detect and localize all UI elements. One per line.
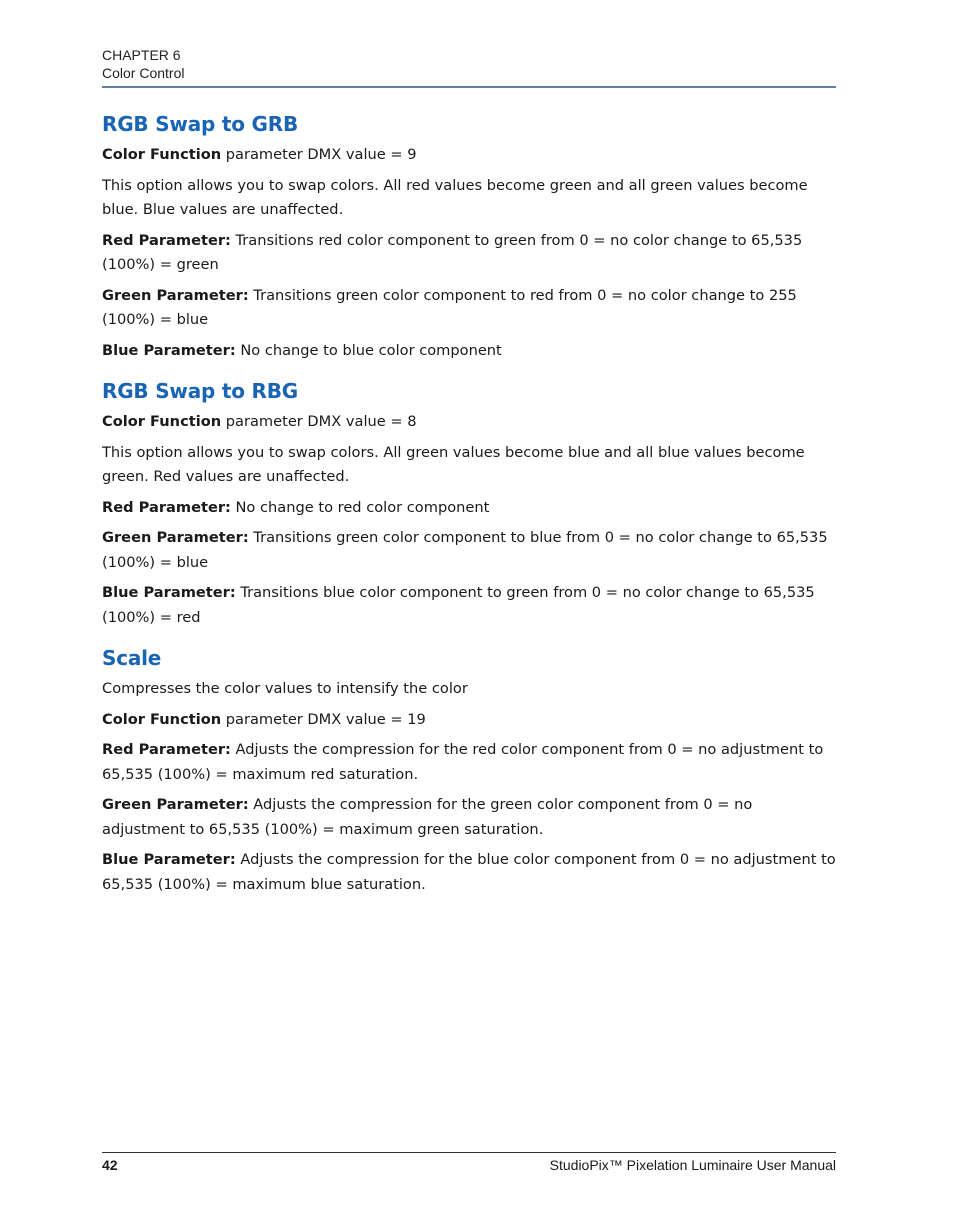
body-text: This option allows you to swap colors. All red values become green and all green values become blue. Blue values are unaffected. [102,176,808,218]
paragraph-green-parameter [102,284,837,333]
term-text: Adjusts the compression for the blue color component from 0 = no adjustment to 65,535 (100%) = maximum blue saturation. [102,851,836,893]
page-number: 42 [102,1157,118,1173]
term-text: Transitions blue color component to green from 0 = no color change to 65,535 (100%) = red [102,584,815,626]
body-text: Compresses the color values to intensify the color [102,680,468,697]
paragraph-description [102,174,837,223]
running-footer [102,1152,836,1173]
paragraph-description [102,677,837,702]
header-divider [102,86,836,88]
chapter-number: CHAPTER 6 [102,47,181,63]
term-label: Blue Parameter: [102,584,236,601]
paragraph-red-parameter [102,229,837,278]
term-text: Transitions green color component to red from 0 = no color change to 255 (100%) = blue [102,286,797,328]
running-header [102,46,836,82]
term-label: Red Parameter: [102,741,231,758]
term-label: Color Function [102,413,222,430]
paragraph-red-parameter [102,738,837,787]
term-label: Green Parameter: [102,286,249,304]
term-label: Red Parameter: [102,231,231,249]
term-text: No change to red color component [230,498,490,516]
paragraph-color-function [102,410,837,435]
term-text: Transitions red color component to green from 0 = no color change to 65,535 (100%) = green [102,231,803,273]
section-scale [102,644,837,897]
term-label: Green Parameter: [102,796,249,813]
term-label: Red Parameter: [102,498,231,516]
term-label: Green Parameter: [102,529,249,546]
paragraph-blue-parameter [102,581,837,630]
paragraph-green-parameter [102,793,837,842]
term-label: Blue Parameter: [102,851,236,868]
term-label: Color Function [102,146,222,163]
term-label: Color Function [102,710,222,728]
term-text: Adjusts the compression for the red color component from 0 = no adjustment to 65,535 (100%) = maximum red saturation. [102,741,824,783]
paragraph-green-parameter [102,526,837,575]
section-heading: RGB Swap to RBG [102,379,299,403]
term-text: parameter DMX value = 9 [221,146,417,163]
term-text: parameter DMX value = 19 [221,710,426,728]
section-heading: RGB Swap to GRB [102,112,299,136]
term-text: No change to blue color component [235,341,502,359]
paragraph-blue-parameter [102,848,837,897]
chapter-title: Color Control [102,65,185,81]
manual-title: StudioPix™ Pixelation Luminaire User Manual [549,1157,836,1173]
term-text: Adjusts the compression for the green color component from 0 = no adjustment to 65,535 (100%) = maximum green saturation. [102,796,753,838]
paragraph-color-function [102,143,837,168]
term-text: parameter DMX value = 8 [221,413,417,430]
body-text: This option allows you to swap colors. All green values become blue and all blue values become green. Red values are unaffected. [102,443,805,485]
term-text: Transitions green color component to blue from 0 = no color change to 65,535 (100%) = blue [102,529,828,571]
section-rgb-swap-rbg [102,377,837,630]
section-heading: Scale [102,646,162,670]
page-content [102,110,837,903]
section-rgb-swap-grb [102,110,837,363]
term-label: Blue Parameter: [102,341,236,359]
paragraph-blue-parameter [102,339,837,364]
paragraph-color-function [102,708,837,733]
paragraph-red-parameter [102,496,837,521]
paragraph-description [102,441,837,490]
